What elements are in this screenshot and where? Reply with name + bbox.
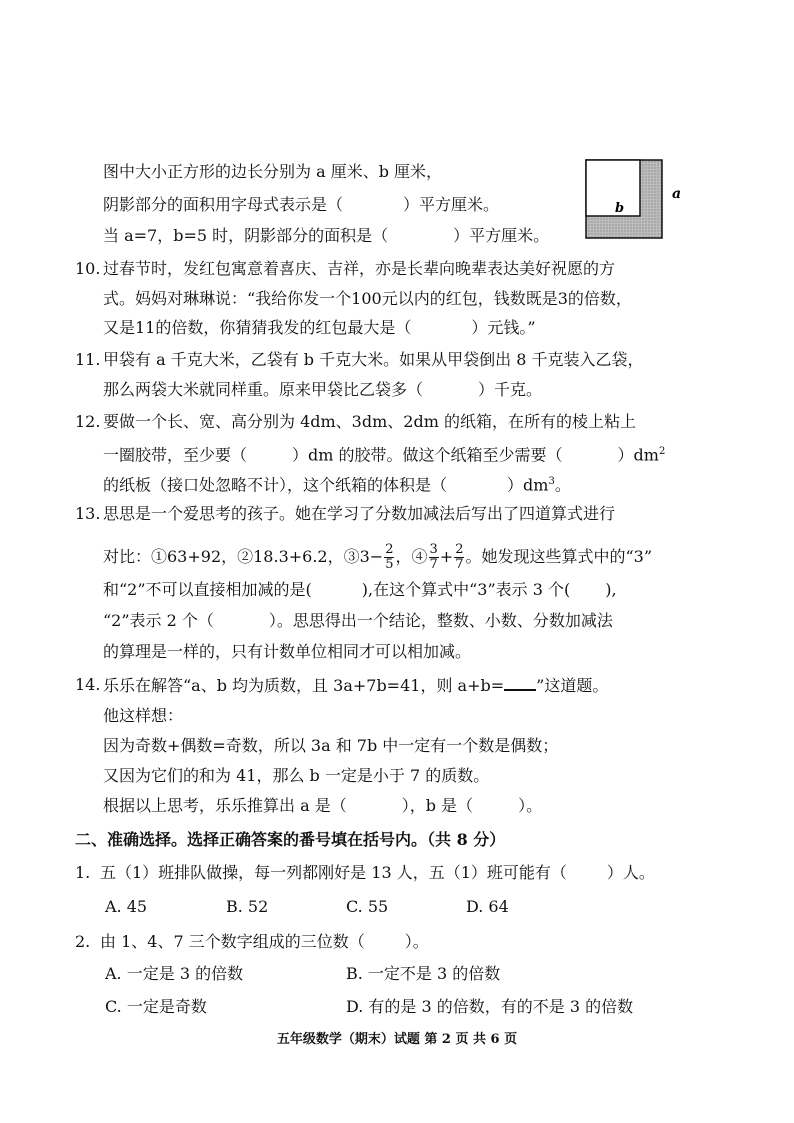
q13-number: 13. [75, 504, 101, 523]
c1-stem-text: 五（1）班排队做操，每一列都刚好是 13 人，五（1）班可能有（ [100, 863, 567, 882]
q9-line1: 图中大小正方形的边长分别为 a 厘米、b 厘米， [103, 162, 443, 181]
q9-line2 [103, 193, 499, 217]
c2-stem-text: 由 1、4、7 三个数字组成的三位数（ [100, 932, 365, 951]
q9-line3-text-end: ）平方厘米。 [453, 226, 550, 245]
c1-option-d[interactable]: D. 64 [466, 897, 509, 916]
q13-line2-end: 。她发现这些算式中的“3” [465, 547, 653, 566]
q9-line2-text-end: ）平方厘米。 [403, 195, 500, 214]
q14-number: 14. [75, 675, 101, 694]
fraction-2-5 [384, 543, 394, 572]
q12-line3 [103, 470, 571, 497]
q13-line4 [103, 609, 613, 633]
q14-line1-text: 乐乐在解答“a、b 均为质数，且 3a+7b=41，则 a+b= [103, 676, 505, 695]
numerator: 2 [385, 542, 394, 557]
q11-line2 [103, 378, 542, 402]
q13-line3-end: ), [605, 580, 617, 599]
q9-line3 [103, 224, 549, 248]
superscript-3: 3 [548, 476, 555, 487]
q14-line5-end: ）。 [518, 796, 543, 815]
q12-line1: 要做一个长、宽、高分别为 4dm、3dm、2dm 的纸箱，在所有的棱上粘上 [103, 412, 636, 431]
c2-number: 2. [75, 932, 91, 951]
numerator: 2 [455, 542, 464, 557]
q13-line5: 的算理是一样的，只有计数单位相同才可以相加减。 [103, 642, 472, 661]
q14-line4: 又因为它们的和为 41，那么 b 一定是小于 7 的质数。 [103, 766, 490, 785]
q11-number: 11. [75, 350, 101, 369]
answer-underline[interactable] [504, 673, 536, 691]
c1-stem [100, 861, 655, 885]
q12-line2-text-mid: ）dm 的胶带。做这个纸箱至少需要（ [292, 445, 563, 465]
q12-line2 [103, 440, 665, 467]
c2-option-b[interactable]: B. 一定不是 3 的倍数 [346, 964, 501, 983]
label-a: a [672, 186, 682, 202]
q13-line4-text: “2”表示 2 个（ [103, 611, 214, 630]
q14-line3: 因为奇数+偶数=奇数，所以 3a 和 7b 中一定有一个数是偶数； [103, 736, 559, 755]
q11-line2-text-end: ）千克。 [478, 380, 543, 399]
q13-line3-mid: ),在这个算式中“3”表示 3 个( [361, 580, 571, 599]
q13-line2 [103, 540, 652, 574]
q12-line2-unit: ）dm [617, 445, 659, 465]
q10-line1: 过春节时，发红包寓意着喜庆、吉祥，亦是长辈向晚辈表达美好祝愿的方 [103, 259, 616, 278]
denominator: 7 [429, 557, 438, 572]
q10-number: 10. [75, 259, 101, 278]
q14-line5-mid: ），b 是（ [401, 796, 474, 815]
q12-line3-text: 的纸板（接口处忽略不计），这个纸箱的体积是（ [103, 475, 448, 495]
q9-line2-text: 阴影部分的面积用字母式表示是（ [103, 195, 344, 214]
q10-line3 [103, 316, 536, 340]
q14-line5-text: 根据以上思考，乐乐推算出 a 是（ [103, 796, 347, 815]
section-2-title: 二、准确选择。选择正确答案的番号填在括号内。（共 8 分） [75, 830, 506, 849]
q12-line3-end: 。 [554, 475, 571, 495]
q14-line1 [103, 673, 608, 698]
q9-line3-text: 当 a=7，b=5 时，阴影部分的面积是（ [103, 226, 389, 245]
q10-line3-text: 又是11的倍数，你猜猜我发的红包最大是（ [103, 318, 412, 337]
q13-line2-sep: ，④ [395, 547, 428, 566]
q13-line1: 思思是一个爱思考的孩子。她在学习了分数加减法后写出了四道算式进行 [103, 504, 616, 523]
q12-line2-text: 一圈胶带，至少要（ [103, 445, 248, 465]
q13-line3 [103, 578, 617, 602]
c1-option-c[interactable]: C. 55 [346, 897, 389, 916]
q14-line1-end: ”这道题。 [536, 676, 609, 695]
denominator: 5 [385, 557, 394, 572]
q14-line2: 他这样想： [103, 706, 184, 725]
c2-stem-end: ）。 [404, 932, 429, 951]
page-footer: 五年级数学（期末）试题 第 2 页 共 6 页 [276, 1032, 518, 1047]
q10-line3-text-end: ）元钱。” [471, 318, 536, 337]
c1-stem-end: ）人。 [606, 863, 655, 882]
c2-option-c[interactable]: C. 一定是奇数 [105, 997, 207, 1016]
q10-line2: 式。妈妈对琳琳说：“我给你发一个100元以内的红包，钱数既是3的倍数， [103, 289, 632, 308]
superscript-2: 2 [658, 446, 666, 457]
squares-figure [582, 158, 692, 242]
numerator: 3 [429, 542, 438, 557]
fraction-2-7 [454, 543, 464, 572]
q14-line5 [103, 794, 542, 818]
q12-line3-unit: ）dm [507, 475, 549, 495]
q13-line4-end: ）。思思得出一个结论，整数、小数、分数加减法 [268, 611, 613, 630]
plus-sign: + [439, 547, 454, 566]
q11-line1: 甲袋有 a 千克大米，乙袋有 b 千克大米。如果从甲袋倒出 8 千克装入乙袋， [103, 350, 644, 369]
c1-option-a[interactable]: A. 45 [105, 897, 148, 916]
c2-option-a[interactable]: A. 一定是 3 的倍数 [105, 964, 244, 983]
small-square [586, 160, 640, 216]
q13-line2-text: 对比：①63+92，②18.3+6.2，③3− [103, 547, 384, 566]
denominator: 7 [455, 557, 464, 572]
label-b: b [615, 201, 625, 216]
c2-stem [100, 930, 429, 954]
c1-option-b[interactable]: B. 52 [226, 897, 269, 916]
fraction-3-7 [429, 543, 439, 572]
c2-option-d[interactable]: D. 有的是 3 的倍数，有的不是 3 的倍数 [346, 997, 634, 1016]
q13-line3-text: 和“2”不可以直接相加减的是( [103, 580, 312, 599]
q12-number: 12. [75, 412, 101, 431]
c1-number: 1. [75, 863, 91, 882]
q11-line2-text: 那么两袋大米就同样重。原来甲袋比乙袋多（ [103, 380, 424, 399]
